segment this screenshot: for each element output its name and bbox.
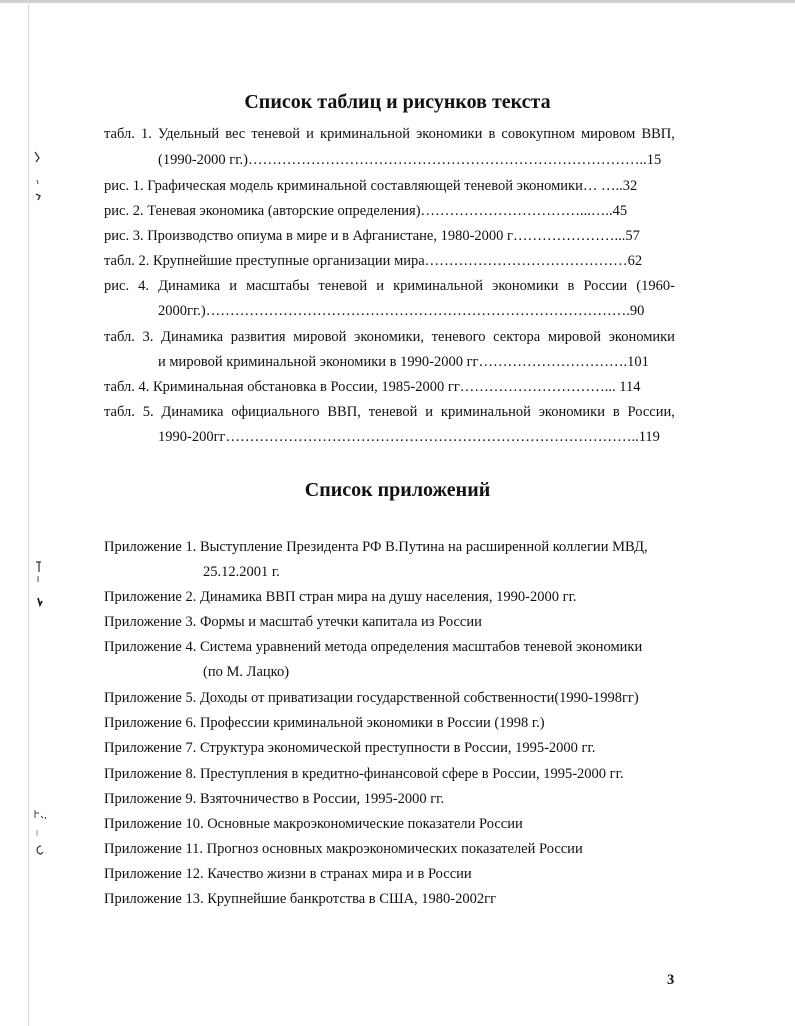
list-item-table-3-line2: и мировой криминальной экономики в 1990-2000 гг………………………….101 [158, 354, 649, 370]
list-item-appendix-1-line2: 25.12.2001 г. [203, 564, 280, 580]
list-item-appendix-2: Приложение 2. Динамика ВВП стран мира на душу населения, 1990-2000 гг. [104, 589, 577, 605]
list-item-appendix-8: Приложение 8. Преступления в кредитно-финансовой сфере в России, 1995-2000 гг. [104, 766, 624, 782]
list-item-appendix-13: Приложение 13. Крупнейшие банкротства в США, 1980-2002гг [104, 891, 497, 907]
list-item-appendix-11: Приложение 11. Прогноз основных макроэкономических показателей России [104, 841, 583, 857]
list-item-appendix-3: Приложение 3. Формы и масштаб утечки капитала из России [104, 614, 482, 630]
list-item-table-1-line1: табл. 1. Удельный вес теневой и криминальной экономики в совокупном мировом ВВП, [104, 126, 675, 142]
list-item-table-4: табл. 4. Криминальная обстановка в России, 1985-2000 гг…………………………... 114 [104, 379, 641, 395]
scan-artifact-mark [32, 558, 46, 610]
list-item-figure-4-line1: рис. 4. Динамика и масштабы теневой и криминальной экономики в России (1960- [104, 278, 675, 294]
scan-artifact-mark [32, 808, 50, 860]
list-item-figure-3: рис. 3. Производство опиума в мире и в Афганистане, 1980-2000 г…………………...57 [104, 228, 640, 244]
list-item-appendix-12: Приложение 12. Качество жизни в странах мира и в России [104, 866, 472, 882]
list-item-table-1-line2: (1990-2000 гг.)………………………………………………………………………..15 [158, 152, 662, 168]
list-item-appendix-6: Приложение 6. Профессии криминальной экономики в России (1998 г.) [104, 715, 545, 731]
list-item-appendix-9: Приложение 9. Взяточничество в России, 1995-2000 гг. [104, 791, 445, 807]
tables-figures-heading: Список таблиц и рисунков текста [244, 91, 551, 113]
list-item-appendix-4-line2: (по М. Лацко) [203, 664, 290, 680]
list-item-appendix-4-line1: Приложение 4. Система уравнений метода определения масштабов теневой экономики [104, 639, 643, 655]
scan-edge-left [28, 0, 29, 1026]
list-item-appendix-7: Приложение 7. Структура экономической преступности в России, 1995-2000 гг. [104, 740, 596, 756]
list-item-table-5-line1: табл. 5. Динамика официального ВВП, теневой и криминальной экономики в России, [104, 404, 675, 420]
list-item-appendix-10: Приложение 10. Основные макроэкономические показатели России [104, 816, 523, 832]
list-item-appendix-5: Приложение 5. Доходы от приватизации государственной собственности(1990-1998гг) [104, 690, 639, 706]
appendices-heading: Список приложений [304, 479, 491, 501]
scan-edge-top [0, 0, 795, 3]
list-item-table-5-line2: 1990-200гг…………………………………………………………………………..119 [158, 429, 660, 445]
list-item-figure-1: рис. 1. Графическая модель криминальной составляющей теневой экономики… …..32 [104, 178, 638, 194]
list-item-table-2: табл. 2. Крупнейшие преступные организации мира……………………………………62 [104, 253, 643, 269]
scan-artifact-mark [32, 150, 44, 202]
list-item-figure-2: рис. 2. Теневая экономика (авторские определения)……………………………...…..45 [104, 203, 628, 219]
list-item-figure-4-line2: 2000гг.)…………………………………………………………………………….90 [158, 303, 645, 319]
page-number: 3 [667, 972, 675, 988]
list-item-appendix-1-line1: Приложение 1. Выступление Президента РФ В.Путина на расширенной коллегии МВД, [104, 539, 648, 555]
list-item-table-3-line1: табл. 3. Динамика развития мировой экономики, теневого сектора мировой экономики [104, 329, 675, 345]
